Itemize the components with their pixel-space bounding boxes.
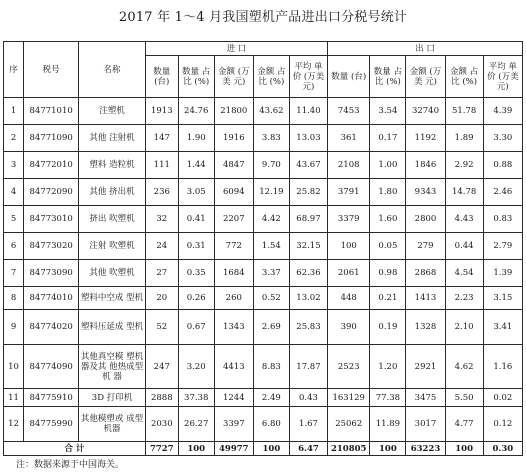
row-code: 84774010	[24, 287, 79, 310]
row-export-amount: 9343	[406, 179, 445, 206]
row-seq: 1	[4, 98, 24, 125]
row-import-qty: 2030	[145, 407, 178, 442]
row-export-qty-share: 0.19	[370, 310, 406, 345]
total-export-unit-price: 0.30	[483, 442, 522, 456]
table-row	[4, 345, 523, 389]
row-export-qty: 25062	[328, 407, 370, 442]
row-code: 84772010	[24, 152, 79, 179]
row-seq: 8	[4, 287, 24, 310]
row-import-qty-share: 37.38	[178, 389, 214, 407]
row-import-qty: 147	[145, 125, 178, 152]
table-total-row	[4, 442, 523, 456]
row-import-qty: 27	[145, 260, 178, 287]
row-seq: 6	[4, 233, 24, 260]
row-export-amount: 2921	[406, 345, 445, 389]
header-export-qty-share: 数量 占比 (%)	[370, 56, 406, 98]
row-import-unit-price: 25.83	[289, 310, 327, 345]
table-row	[4, 260, 523, 287]
row-import-unit-price: 13.03	[289, 125, 327, 152]
row-import-amount: 1684	[214, 260, 253, 287]
row-seq: 3	[4, 152, 24, 179]
header-export-amount: 金额 (万美 元)	[406, 56, 445, 98]
row-import-amount-share: 8.83	[253, 345, 289, 389]
row-import-amount-share: 12.19	[253, 179, 289, 206]
row-name: 注射 吹塑机	[79, 233, 146, 260]
header-import-group: 进 口	[145, 42, 327, 56]
row-export-amount-share: 2.23	[445, 287, 483, 310]
row-import-qty-share: 0.31	[178, 233, 214, 260]
row-import-amount: 1916	[214, 125, 253, 152]
row-import-unit-price: 0.43	[289, 389, 327, 407]
row-export-amount: 3017	[406, 407, 445, 442]
row-import-unit-price: 25.82	[289, 179, 327, 206]
row-import-amount: 260	[214, 287, 253, 310]
row-export-qty: 361	[328, 125, 370, 152]
row-export-amount-share: 51.78	[445, 98, 483, 125]
row-export-amount: 1328	[406, 310, 445, 345]
row-export-qty: 3379	[328, 206, 370, 233]
header-import-unit-price: 平均 单价 (万美 元)	[289, 56, 327, 98]
row-code: 84771090	[24, 125, 79, 152]
row-import-unit-price: 68.97	[289, 206, 327, 233]
header-seq: 序	[4, 42, 24, 98]
row-seq: 12	[4, 407, 24, 442]
row-import-amount-share: 1.54	[253, 233, 289, 260]
row-export-amount: 2800	[406, 206, 445, 233]
table-body	[4, 98, 523, 442]
row-import-qty: 20	[145, 287, 178, 310]
row-export-qty: 7453	[328, 98, 370, 125]
row-import-unit-price: 17.87	[289, 345, 327, 389]
row-name: 塑料 造粒机	[79, 152, 146, 179]
row-export-unit-price: 0.02	[483, 389, 522, 407]
table-row	[4, 152, 523, 179]
table-row	[4, 310, 523, 345]
row-export-amount: 32740	[406, 98, 445, 125]
table-row	[4, 287, 523, 310]
row-import-amount: 1343	[214, 310, 253, 345]
header-import-amount-share: 金额 占比 (%)	[253, 56, 289, 98]
row-import-qty: 236	[145, 179, 178, 206]
row-import-qty-share: 0.41	[178, 206, 214, 233]
row-export-amount-share: 2.92	[445, 152, 483, 179]
header-export-group: 出 口	[328, 42, 523, 56]
row-import-amount-share: 43.62	[253, 98, 289, 125]
row-export-qty: 163129	[328, 389, 370, 407]
total-import-unit-price: 6.47	[289, 442, 327, 456]
row-import-unit-price: 43.67	[289, 152, 327, 179]
row-import-qty: 52	[145, 310, 178, 345]
row-export-qty-share: 11.89	[370, 407, 406, 442]
row-export-qty: 390	[328, 310, 370, 345]
row-export-qty-share: 0.05	[370, 233, 406, 260]
total-export-qty-share: 100	[370, 442, 406, 456]
row-export-unit-price: 3.41	[483, 310, 522, 345]
row-export-qty-share: 0.21	[370, 287, 406, 310]
table-row	[4, 179, 523, 206]
row-export-qty-share: 3.54	[370, 98, 406, 125]
row-import-amount-share: 2.69	[253, 310, 289, 345]
row-import-unit-price: 11.40	[289, 98, 327, 125]
row-code: 84771010	[24, 98, 79, 125]
row-seq: 9	[4, 310, 24, 345]
row-export-qty-share: 1.20	[370, 345, 406, 389]
row-import-qty-share: 26.27	[178, 407, 214, 442]
row-import-amount: 3397	[214, 407, 253, 442]
row-code: 84773020	[24, 233, 79, 260]
row-import-amount: 4413	[214, 345, 253, 389]
page-title: 2017 年 1～4 月我国塑机产品进出口分税号统计	[118, 10, 408, 25]
row-code: 84773090	[24, 260, 79, 287]
table-row	[4, 233, 523, 260]
row-export-qty-share: 0.98	[370, 260, 406, 287]
row-import-qty: 111	[145, 152, 178, 179]
row-export-unit-price: 3.30	[483, 125, 522, 152]
row-export-amount: 2868	[406, 260, 445, 287]
row-seq: 5	[4, 206, 24, 233]
row-export-amount-share: 4.43	[445, 206, 483, 233]
total-import-qty-share: 100	[178, 442, 214, 456]
header-export-qty: 数量 (台)	[328, 56, 370, 98]
row-export-unit-price: 2.79	[483, 233, 522, 260]
total-export-amount-share: 100	[445, 442, 483, 456]
row-import-amount: 772	[214, 233, 253, 260]
row-export-amount-share: 4.62	[445, 345, 483, 389]
total-export-qty: 210805	[328, 442, 370, 456]
row-import-qty-share: 0.26	[178, 287, 214, 310]
row-export-amount: 1846	[406, 152, 445, 179]
header-import-qty-share: 数量 占比 (%)	[178, 56, 214, 98]
row-export-amount-share: 5.50	[445, 389, 483, 407]
row-export-qty: 2108	[328, 152, 370, 179]
row-import-amount-share: 4.42	[253, 206, 289, 233]
row-export-unit-price: 0.12	[483, 407, 522, 442]
row-name: 其他 挤出机	[79, 179, 146, 206]
row-import-amount-share: 6.80	[253, 407, 289, 442]
row-export-unit-price: 1.39	[483, 260, 522, 287]
row-export-amount-share: 0.44	[445, 233, 483, 260]
row-seq: 7	[4, 260, 24, 287]
total-export-amount: 63223	[406, 442, 445, 456]
row-seq: 11	[4, 389, 24, 407]
row-import-amount-share: 9.70	[253, 152, 289, 179]
row-import-unit-price: 32.15	[289, 233, 327, 260]
row-export-qty-share: 77.38	[370, 389, 406, 407]
trade-statistics-table	[3, 41, 523, 456]
row-import-qty-share: 0.35	[178, 260, 214, 287]
total-label: 合 计	[4, 442, 146, 456]
row-name: 其他 注射机	[79, 125, 146, 152]
row-name: 塑料压延成 型机	[79, 310, 146, 345]
total-import-qty: 7727	[145, 442, 178, 456]
header-import-amount: 金额 (万美 元)	[214, 56, 253, 98]
row-import-unit-price: 62.36	[289, 260, 327, 287]
row-export-amount: 3475	[406, 389, 445, 407]
row-import-qty-share: 3.20	[178, 345, 214, 389]
row-import-amount: 2207	[214, 206, 253, 233]
row-code: 84775990	[24, 407, 79, 442]
row-import-amount: 1244	[214, 389, 253, 407]
row-export-qty: 2061	[328, 260, 370, 287]
row-import-qty: 32	[145, 206, 178, 233]
row-seq: 4	[4, 179, 24, 206]
row-code: 84774090	[24, 345, 79, 389]
total-import-amount-share: 100	[253, 442, 289, 456]
row-export-amount-share: 4.77	[445, 407, 483, 442]
row-name: 塑料中空成 型机	[79, 287, 146, 310]
row-name: 其他 吹塑机	[79, 260, 146, 287]
table-row	[4, 206, 523, 233]
row-name: 挤出 吹塑机	[79, 206, 146, 233]
header-code: 税号	[24, 42, 79, 98]
table-row	[4, 389, 523, 407]
row-export-amount: 279	[406, 233, 445, 260]
source-note: 注：数据来源于中国海关。	[16, 460, 125, 470]
row-export-qty-share: 1.80	[370, 179, 406, 206]
row-import-qty: 2888	[145, 389, 178, 407]
header-import-qty: 数量 (台)	[145, 56, 178, 98]
row-code: 84772090	[24, 179, 79, 206]
table-row	[4, 98, 523, 125]
row-import-unit-price: 13.02	[289, 287, 327, 310]
row-name: 其他模塑或 成型机器	[79, 407, 146, 442]
table-row	[4, 407, 523, 442]
row-import-amount: 4847	[214, 152, 253, 179]
row-name: 3D 打印机	[79, 389, 146, 407]
header-export-amount-share: 金额 占比 (%)	[445, 56, 483, 98]
row-import-amount-share: 0.52	[253, 287, 289, 310]
row-export-unit-price: 0.83	[483, 206, 522, 233]
row-code: 84773010	[24, 206, 79, 233]
row-export-qty: 2523	[328, 345, 370, 389]
row-seq: 10	[4, 345, 24, 389]
row-import-unit-price: 1.67	[289, 407, 327, 442]
header-name: 名称	[79, 42, 146, 98]
row-export-qty-share: 1.00	[370, 152, 406, 179]
row-export-qty: 448	[328, 287, 370, 310]
row-export-unit-price: 0.88	[483, 152, 522, 179]
row-export-unit-price: 1.16	[483, 345, 522, 389]
row-import-amount-share: 2.49	[253, 389, 289, 407]
row-code: 84774020	[24, 310, 79, 345]
row-import-qty: 1913	[145, 98, 178, 125]
row-import-qty-share: 1.44	[178, 152, 214, 179]
row-export-qty-share: 1.60	[370, 206, 406, 233]
row-name: 其他真空模 塑机器及其 他热成型机 器	[79, 345, 146, 389]
row-import-amount-share: 3.83	[253, 125, 289, 152]
row-export-amount-share: 4.54	[445, 260, 483, 287]
row-export-amount-share: 2.10	[445, 310, 483, 345]
row-export-unit-price: 4.39	[483, 98, 522, 125]
row-export-amount: 1413	[406, 287, 445, 310]
row-export-amount-share: 1.89	[445, 125, 483, 152]
row-import-qty: 247	[145, 345, 178, 389]
row-import-qty-share: 1.90	[178, 125, 214, 152]
row-export-unit-price: 3.15	[483, 287, 522, 310]
row-import-amount: 6094	[214, 179, 253, 206]
row-export-amount: 1192	[406, 125, 445, 152]
row-import-qty-share: 0.67	[178, 310, 214, 345]
row-export-qty: 3791	[328, 179, 370, 206]
row-export-unit-price: 2.46	[483, 179, 522, 206]
row-export-qty: 100	[328, 233, 370, 260]
row-import-qty: 24	[145, 233, 178, 260]
total-import-amount: 49977	[214, 442, 253, 456]
row-export-qty-share: 0.17	[370, 125, 406, 152]
row-code: 84775910	[24, 389, 79, 407]
row-export-amount-share: 14.78	[445, 179, 483, 206]
row-import-qty-share: 24.76	[178, 98, 214, 125]
row-seq: 2	[4, 125, 24, 152]
table-row	[4, 125, 523, 152]
row-name: 注塑机	[79, 98, 146, 125]
header-export-unit-price: 平均 单价 (万美 元)	[483, 56, 522, 98]
row-import-qty-share: 3.05	[178, 179, 214, 206]
row-import-amount: 21800	[214, 98, 253, 125]
row-import-amount-share: 3.37	[253, 260, 289, 287]
